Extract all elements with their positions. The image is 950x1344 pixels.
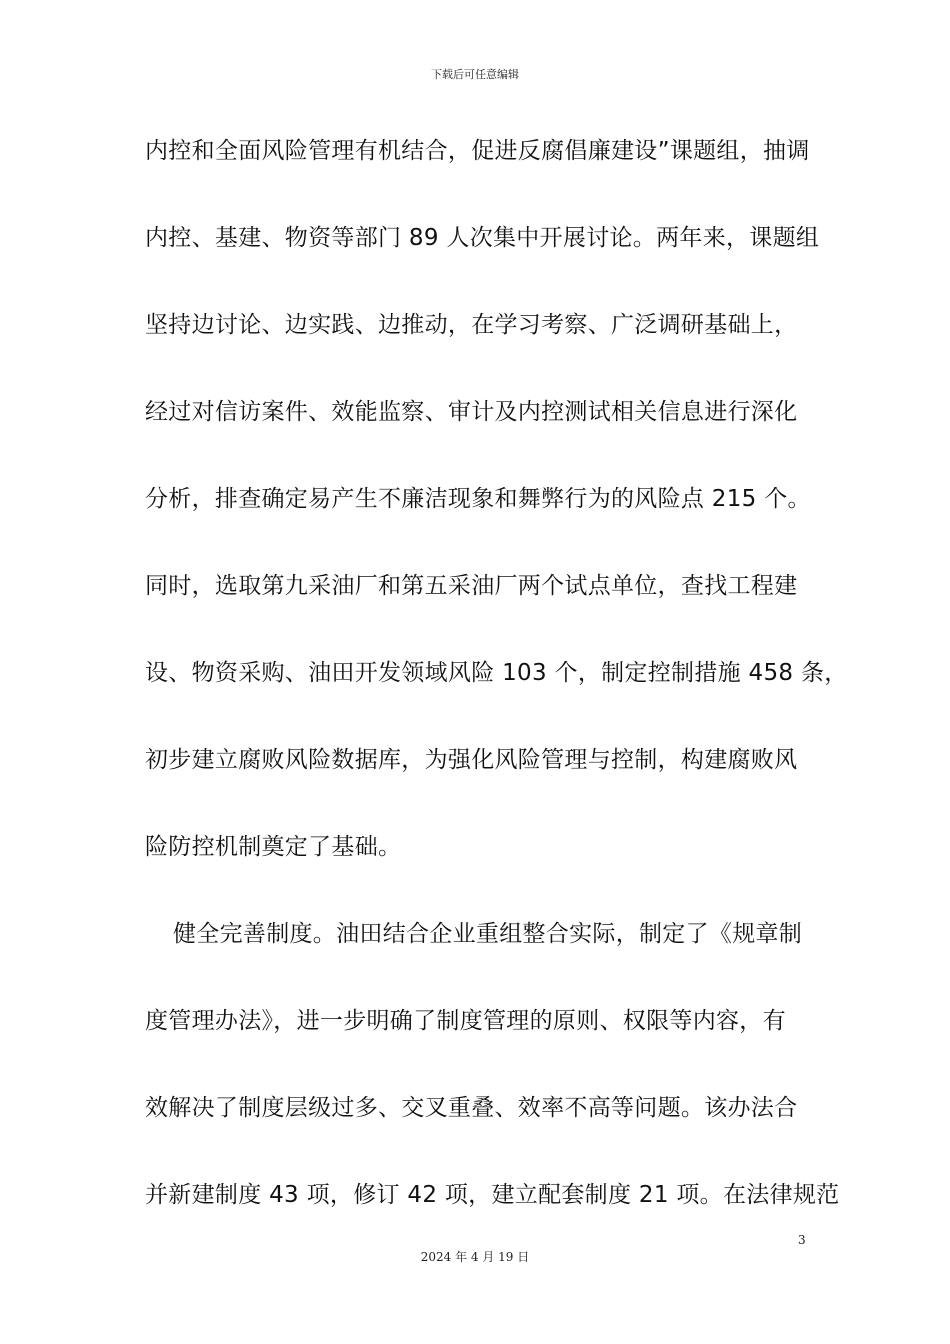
body-line: 险防控机制奠定了基础。 [145, 834, 402, 860]
body-line: 效解决了制度层级过多、交叉重叠、效率不高等问题。该办法合 [145, 1095, 798, 1121]
body-line: 同时，选取第九采油厂和第五采油厂两个试点单位，查找工程建 [145, 573, 798, 599]
document-body [145, 128, 848, 1259]
body-line: 度管理办法》，进一步明确了制度管理的原则、权限等内容，有 [145, 1008, 786, 1034]
body-line: 内控和全面风险管理有机结合，促进反腐倡廉建设”课题组，抽调 [145, 138, 810, 164]
body-line: 分析，排查确定易产生不廉洁现象和舞弊行为的风险点 215 个。 [145, 486, 811, 512]
body-line: 内控、基建、物资等部门 89 人次集中开展讨论。两年来，课题组 [145, 225, 820, 251]
body-line: 设、物资采购、油田开发领域风险 103 个，制定控制措施 458 条， [145, 660, 848, 686]
page-number: 3 [798, 1233, 806, 1247]
body-line: 初步建立腐败风险数据库，为强化风险管理与控制，构建腐败风 [145, 747, 798, 773]
body-line-paragraph-start: 健全完善制度。油田结合企业重组整合实际，制定了《规章制 [173, 921, 803, 947]
body-line: 坚持边讨论、边实践、边推动，在学习考察、广泛调研基础上， [145, 312, 798, 338]
footer-date: 2024 年 4 月 19 日 [420, 1250, 530, 1264]
body-line: 并新建制度 43 项，修订 42 项，建立配套制度 21 项。在法律规范 [145, 1182, 840, 1208]
page-header-note: 下载后可任意编辑 [431, 68, 519, 81]
body-line: 经过对信访案件、效能监察、审计及内控测试相关信息进行深化 [145, 399, 798, 425]
